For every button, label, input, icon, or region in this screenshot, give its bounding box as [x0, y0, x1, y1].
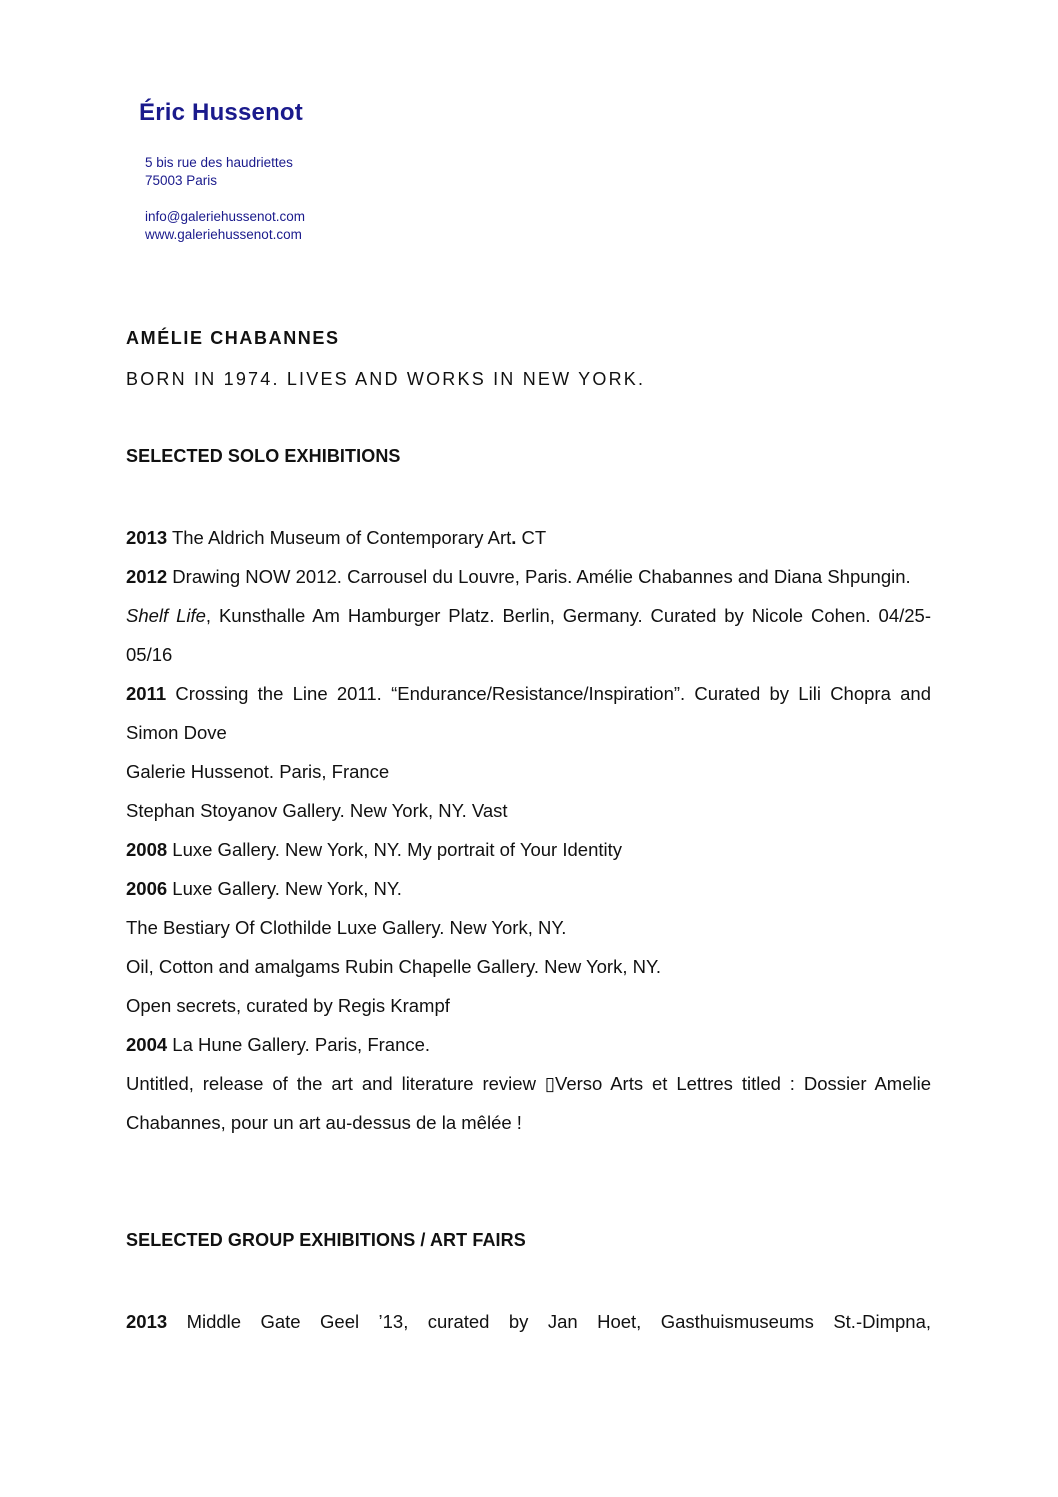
solo-entry — [126, 752, 931, 791]
entry-text: CT — [516, 527, 547, 548]
entry-year: 2004 — [126, 1034, 168, 1055]
solo-entry — [126, 908, 931, 947]
entry-text: Middle Gate Geel ’13, curated by Jan Hoet, Gasthuismuseums St.-Dimpna, — [167, 1311, 931, 1332]
solo-entry — [126, 869, 931, 908]
solo-exhibitions-list — [126, 518, 931, 1142]
solo-exhibitions-heading: SELECTED SOLO EXHIBITIONS — [126, 446, 401, 466]
entry-text: Luxe Gallery. New York, NY. My portrait of Your Identity — [167, 839, 623, 860]
solo-entry — [126, 674, 931, 752]
group-exhibitions-heading: SELECTED GROUP EXHIBITIONS / ART FAIRS — [126, 1230, 526, 1250]
entry-text: The Aldrich Museum of Contemporary Art — [167, 527, 512, 548]
entry-year: 2011 — [126, 683, 167, 704]
gallery-name: Éric Hussenot — [139, 99, 303, 126]
entry-text: Crossing the Line 2011. “Endurance/Resistance/Inspiration”. Curated by Lili Chopra and Simon Dove — [126, 683, 931, 743]
entry-text: , Kunsthalle Am Hamburger Platz. Berlin, Germany. Curated by Nicole Cohen. 04/25-05/16 — [126, 605, 932, 665]
solo-entry — [126, 1064, 931, 1142]
solo-entry — [126, 1025, 931, 1064]
entry-year: 2012 — [126, 566, 168, 587]
solo-entry — [126, 557, 931, 596]
solo-entry — [126, 830, 931, 869]
solo-entry — [126, 986, 931, 1025]
entry-year: 2006 — [126, 878, 168, 899]
group-exhibitions-list — [126, 1302, 931, 1341]
entry-text: Luxe Gallery. New York, NY. — [167, 878, 402, 899]
entry-text: Oil, Cotton and amalgams Rubin Chapelle Gallery. New York, NY. — [126, 956, 662, 977]
entry-year: 2013 — [126, 1311, 168, 1332]
entry-text-bold: . — [511, 527, 517, 548]
artist-name: AMÉLIE CHABANNES — [126, 328, 340, 348]
address-line-2: 75003 Paris — [145, 173, 218, 188]
entry-text: Open secrets, curated by Regis Krampf — [126, 995, 450, 1016]
solo-entry — [126, 518, 931, 557]
solo-entry — [126, 596, 931, 674]
artist-bio: BORN IN 1974. LIVES AND WORKS IN NEW YORK. — [126, 369, 646, 389]
gallery-contact — [145, 208, 305, 244]
entry-year: 2013 — [126, 527, 168, 548]
entry-text: Drawing NOW 2012. Carrousel du Louvre, Paris. Amélie Chabannes and Diana Shpungin. — [167, 566, 911, 587]
entry-text: La Hune Gallery. Paris, France. — [167, 1034, 431, 1055]
solo-entry — [126, 947, 931, 986]
entry-title: Shelf Life — [126, 605, 206, 626]
entry-text: Stephan Stoyanov Gallery. New York, NY. Vast — [126, 800, 508, 821]
entry-text: Galerie Hussenot. Paris, France — [126, 761, 390, 782]
gallery-header — [139, 96, 306, 242]
group-entry — [126, 1302, 931, 1341]
entry-text: Untitled, release of the art and literature review ▯Verso Arts et Lettres titled : Dossier Amelie Chabannes, pour un art au-dessus de la mêlée ! — [126, 1073, 931, 1133]
gallery-address — [145, 154, 293, 190]
solo-entry — [126, 791, 931, 830]
entry-text: The Bestiary Of Clothilde Luxe Gallery. New York, NY. — [126, 917, 567, 938]
gallery-email: info@galeriehussenot.com — [145, 209, 306, 224]
gallery-website: www.galeriehussenot.com — [145, 227, 302, 242]
address-line-1: 5 bis rue des haudriettes — [145, 155, 293, 170]
entry-year: 2008 — [126, 839, 168, 860]
